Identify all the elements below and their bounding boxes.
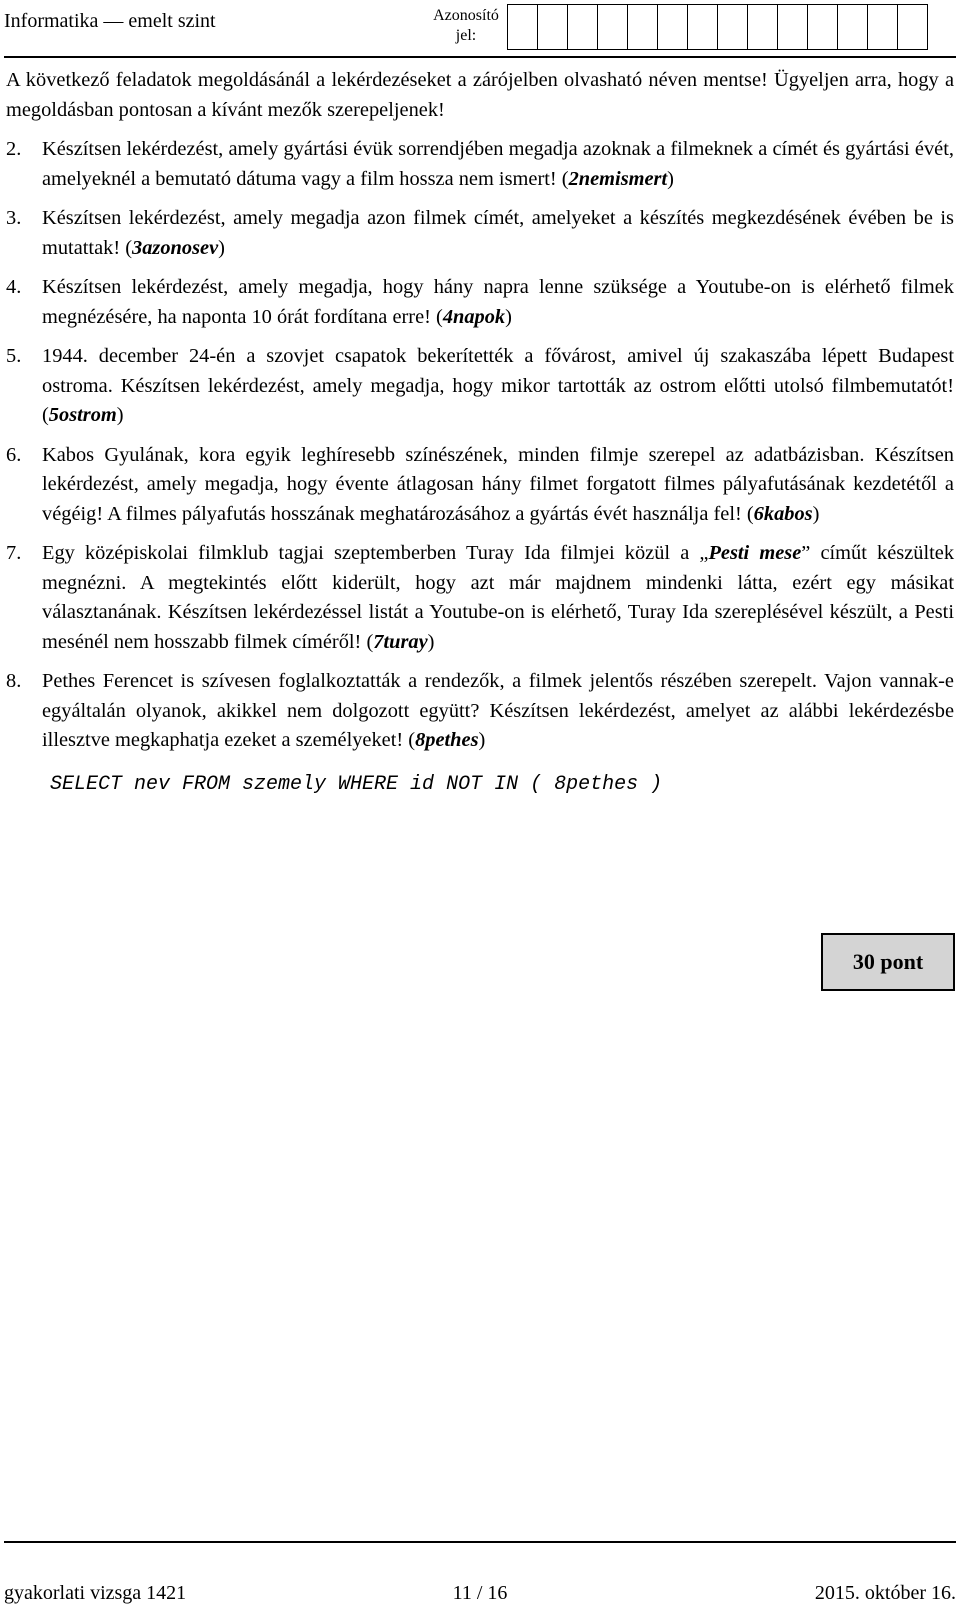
task-number: 6. bbox=[6, 443, 22, 466]
intro-text: A következő feladatok megoldásánál a lekérdezéseket a zárójelben olvasható néven mentse! Ügyeljen arra, hogy a megoldásban pontosan a kívánt mezők szerepeljenek! bbox=[6, 69, 954, 121]
footer-exam-label: gyakorlati vizsga 1421 bbox=[4, 1582, 187, 1604]
task-body-start: Egy középiskolai filmklub tagjai szeptemberben Turay Ida filmjei közül a „ bbox=[42, 542, 709, 564]
footer-rule bbox=[4, 1541, 956, 1543]
id-digit-box bbox=[627, 4, 658, 50]
close-paren: ) bbox=[812, 502, 820, 525]
id-digit-box bbox=[777, 4, 808, 50]
task-body: Készítsen lekérdezést, amely megadja azon filmek címét, amelyeket a készítés megkezdésének évében be is mutattak! ( bbox=[42, 207, 954, 259]
sql-code: SELECT nev FROM szemely WHERE id NOT IN ( 8pethes ) bbox=[50, 772, 663, 796]
task-number: 3. bbox=[6, 207, 22, 229]
task-8 bbox=[6, 667, 954, 756]
task-body: Készítsen lekérdezést, amely megadja, hogy hány napra lenne szüksége a Youtube-on is elérhető filmek megnézésére, ha naponta 10 órát fordítana erre! ( bbox=[42, 276, 954, 328]
query-name: 3azonosev bbox=[132, 236, 219, 259]
task-number: 5. bbox=[6, 345, 22, 367]
close-paren: ) bbox=[116, 404, 124, 426]
id-digit-box bbox=[537, 4, 568, 50]
footer-date: 2015. október 16. bbox=[814, 1582, 956, 1604]
query-name: 6kabos bbox=[753, 502, 813, 525]
id-digit-box bbox=[687, 4, 718, 50]
task-body-end: ” címűt készültek megnézni. A megtekintés előtt kiderült, hogy azt már majdnem mindenki látta, ezért egy másikat választanának. Készítsen lekérdezéssel listát a Youtube-on is elérhető, Turay Ida szereplésével készült, a Pesti mesénél nem hosszabb filmek címéről! ( bbox=[42, 542, 955, 653]
task-body: 1944. december 24-én a szovjet csapatok bekerítették a fővárost, amivel új szakaszába lépett Budapest ostroma. Készítsen lekérdezést, amely megadja, hogy mikor tartották az ostrom előtti utolsó filmbemutatót! ( bbox=[42, 345, 954, 426]
query-name: 5ostrom bbox=[48, 404, 117, 426]
query-name: 7turay bbox=[373, 630, 428, 653]
task-body: Kabos Gyulának, kora egyik leghíresebb színészének, minden filmje szerepel az adatbázisban. Készítsen lekérdezést, amely megadja, hogy évente átlagosan hány filmet forgatott filmes pályafutásának kezdetétől a végéig! A filmes pályafutás hosszának meghatározásához a gyártás évét használja fel! ( bbox=[42, 443, 954, 525]
task-text bbox=[42, 135, 954, 194]
close-paren: ) bbox=[427, 630, 435, 653]
id-label bbox=[418, 6, 514, 46]
id-digit-box bbox=[567, 4, 598, 50]
header-rule bbox=[4, 56, 956, 58]
id-digit-box bbox=[807, 4, 838, 50]
task-number: 7. bbox=[6, 542, 22, 564]
footer-page-number: 11 / 16 bbox=[452, 1582, 508, 1604]
task-number: 8. bbox=[6, 670, 22, 692]
query-name: 2nemismert bbox=[568, 167, 668, 190]
task-text bbox=[42, 273, 954, 332]
task-number: 2. bbox=[6, 138, 22, 160]
query-name: 4napok bbox=[442, 305, 506, 328]
id-digit-box bbox=[717, 4, 748, 50]
film-title: Pesti mese bbox=[708, 542, 802, 564]
page-header bbox=[0, 0, 960, 56]
task-text bbox=[42, 667, 954, 756]
id-digit-box bbox=[897, 4, 928, 50]
points-box: 30 pont bbox=[821, 933, 955, 991]
id-label-line1: Azonosító bbox=[433, 7, 499, 24]
id-box-grid bbox=[508, 4, 928, 50]
header-title: Informatika — emelt szint bbox=[4, 10, 216, 32]
task-body: Készítsen lekérdezést, amely gyártási évük sorrendjében megadja azoknak a filmeknek a címét és gyártási évét, amelyeknél a bemutató dátuma vagy a film hossza nem ismert! ( bbox=[42, 138, 954, 190]
id-digit-box bbox=[507, 4, 538, 50]
content bbox=[6, 66, 954, 799]
task-3 bbox=[6, 204, 954, 263]
task-body: Pethes Ferencet is szívesen foglalkoztatták a rendezők, a filmek jelentős részében szerepelt. Vajon vannak-e egyáltalán olyanok, akikkel nem dolgozott együtt? Készítsen lekérdezést, amelyet az alábbi lekérdezésbe illesztve megkaphatja ezeket a személyeket! ( bbox=[42, 670, 954, 751]
id-digit-box bbox=[867, 4, 898, 50]
task-7 bbox=[6, 539, 954, 657]
id-digit-box bbox=[657, 4, 688, 50]
id-digit-box bbox=[747, 4, 778, 50]
task-text bbox=[42, 441, 954, 530]
task-2 bbox=[6, 135, 954, 194]
id-digit-box bbox=[837, 4, 868, 50]
task-text bbox=[42, 204, 954, 263]
task-4 bbox=[6, 273, 954, 332]
id-label-line2: jel: bbox=[455, 27, 477, 44]
close-paren: ) bbox=[505, 305, 512, 328]
task-text bbox=[42, 539, 954, 657]
task-6 bbox=[6, 441, 954, 530]
task-5 bbox=[6, 342, 954, 431]
id-digit-box bbox=[597, 4, 628, 50]
close-paren: ) bbox=[667, 167, 674, 190]
close-paren: ) bbox=[218, 236, 225, 259]
task-text bbox=[42, 342, 954, 431]
close-paren: ) bbox=[478, 729, 486, 751]
query-name: 8pethes bbox=[415, 729, 479, 751]
task-number: 4. bbox=[6, 276, 22, 298]
